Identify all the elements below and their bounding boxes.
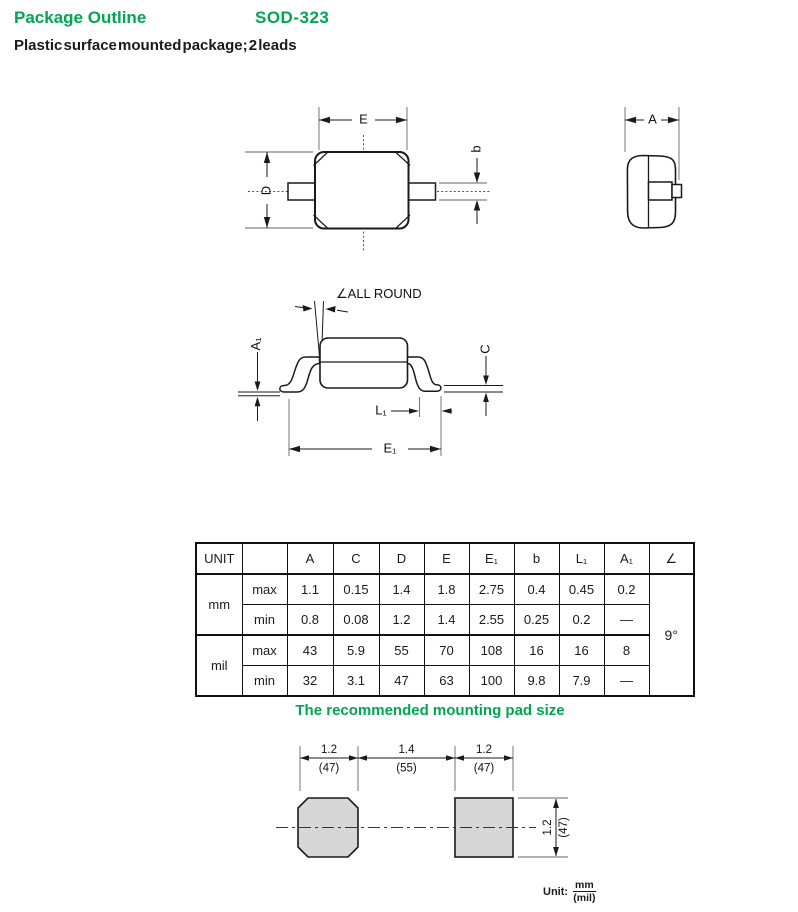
- row-label: min: [242, 605, 287, 636]
- page-title: Package Outline: [14, 8, 147, 27]
- col-header-A1: A₁: [604, 543, 649, 574]
- cell: 8: [604, 635, 649, 666]
- pad-dim-left-mil: (47): [318, 762, 340, 775]
- dimension-table: [195, 542, 695, 697]
- dim-label-L1: L₁: [375, 402, 387, 418]
- col-header-A: A: [287, 543, 333, 574]
- left-lead: [288, 183, 315, 200]
- pad-dim-height-mil: (47): [558, 817, 571, 838]
- cell: 0.08: [333, 605, 379, 636]
- package-body-top-view: [315, 152, 409, 229]
- cell: 1.2: [379, 605, 424, 636]
- mounting-pad-heading: The recommended mounting pad size: [295, 702, 565, 719]
- right-gullwing-lead: [408, 357, 441, 391]
- row-label: max: [242, 635, 287, 666]
- dim-D: [258, 152, 273, 228]
- cell: —: [604, 666, 649, 697]
- cell: 2.75: [469, 574, 514, 605]
- all-round-label: ∠ALL ROUND: [336, 286, 422, 301]
- cell: 3.1: [333, 666, 379, 697]
- unit-denominator: (mil): [573, 892, 596, 905]
- cell: 0.8: [287, 605, 333, 636]
- cell: 63: [424, 666, 469, 697]
- unit-note: [543, 879, 596, 904]
- cell: 16: [559, 635, 604, 666]
- dim-E: [319, 111, 407, 126]
- col-header-unit: UNIT: [196, 543, 242, 574]
- pad-dim-right-mm: 1.2: [476, 744, 492, 756]
- cell: 0.2: [559, 605, 604, 636]
- unit-fraction: [573, 879, 596, 904]
- cell: 5.9: [333, 635, 379, 666]
- cell: 0.15: [333, 574, 379, 605]
- left-gullwing-lead: [280, 357, 320, 392]
- col-header-E: E: [424, 543, 469, 574]
- cell: 1.4: [424, 605, 469, 636]
- extension-lines: [245, 107, 679, 228]
- col-header-blank: [242, 543, 287, 574]
- unit-label: Unit:: [543, 885, 569, 898]
- package-body-side-view: [320, 338, 408, 388]
- dim-label-A1: A₁: [247, 337, 263, 351]
- dim-A1: [238, 337, 280, 421]
- table-header-row: [196, 543, 694, 574]
- pad-dim-center-mm: 1.4: [398, 744, 415, 756]
- package-subtitle: Plastic surface mounted package; 2 leads: [14, 37, 297, 54]
- cell: 0.2: [604, 574, 649, 605]
- dim-L1: [375, 397, 452, 417]
- dim-label-A: A: [648, 111, 657, 127]
- table-row-mil-min: [196, 666, 694, 697]
- row-label: max: [242, 574, 287, 605]
- cell: 32: [287, 666, 333, 697]
- dim-b: [468, 145, 483, 224]
- right-lead: [409, 183, 436, 200]
- col-header-C: C: [333, 543, 379, 574]
- cell: —: [604, 605, 649, 636]
- unit-mil: mil: [196, 635, 242, 696]
- dim-label-D: D: [258, 185, 274, 196]
- col-header-E1: E₁: [469, 543, 514, 574]
- cell: 100: [469, 666, 514, 697]
- dim-label-E: E: [359, 111, 368, 127]
- row-label: min: [242, 666, 287, 697]
- dim-label-b: b: [468, 145, 484, 153]
- pad-dim-right-mil: (47): [473, 762, 495, 775]
- cell: 70: [424, 635, 469, 666]
- unit-mm: mm: [196, 574, 242, 635]
- cell: 47: [379, 666, 424, 697]
- pad-height-dim: [518, 798, 570, 857]
- unit-numerator: mm: [575, 879, 594, 891]
- cell: 1.8: [424, 574, 469, 605]
- cell: 108: [469, 635, 514, 666]
- cell: 16: [514, 635, 559, 666]
- dim-label-C: C: [477, 344, 493, 354]
- cell: 2.55: [469, 605, 514, 636]
- cell: 0.4: [514, 574, 559, 605]
- dim-C: [444, 344, 503, 416]
- end-view-lead-tip: [672, 185, 682, 198]
- top-view-drawing: [230, 95, 700, 260]
- table-row-mm-min: [196, 605, 694, 636]
- end-view-lead: [649, 182, 673, 200]
- table-row-mm-max: [196, 574, 694, 605]
- angle-value: 9°: [649, 574, 694, 696]
- col-header-angle: ∠: [649, 543, 694, 574]
- cell: 0.25: [514, 605, 559, 636]
- dim-A: [625, 111, 679, 126]
- col-header-L1: L₁: [559, 543, 604, 574]
- cell: 7.9: [559, 666, 604, 697]
- mounting-pad-drawing: [270, 740, 620, 880]
- dim-label-E1: E₁: [383, 440, 397, 456]
- cell: 9.8: [514, 666, 559, 697]
- side-view-drawing: [230, 280, 520, 475]
- package-name: SOD-323: [255, 8, 330, 27]
- table-row-mil-max: [196, 635, 694, 666]
- col-header-b: b: [514, 543, 559, 574]
- pad-dim-height-mm: 1.2: [542, 819, 555, 836]
- cell: 1.4: [379, 574, 424, 605]
- pad-dim-center-mil: (55): [396, 762, 417, 775]
- cell: 1.1: [287, 574, 333, 605]
- pad-dim-left-mm: 1.2: [321, 744, 337, 756]
- dim-E1: [289, 396, 441, 456]
- cell: 43: [287, 635, 333, 666]
- col-header-D: D: [379, 543, 424, 574]
- cell: 55: [379, 635, 424, 666]
- cell: 0.45: [559, 574, 604, 605]
